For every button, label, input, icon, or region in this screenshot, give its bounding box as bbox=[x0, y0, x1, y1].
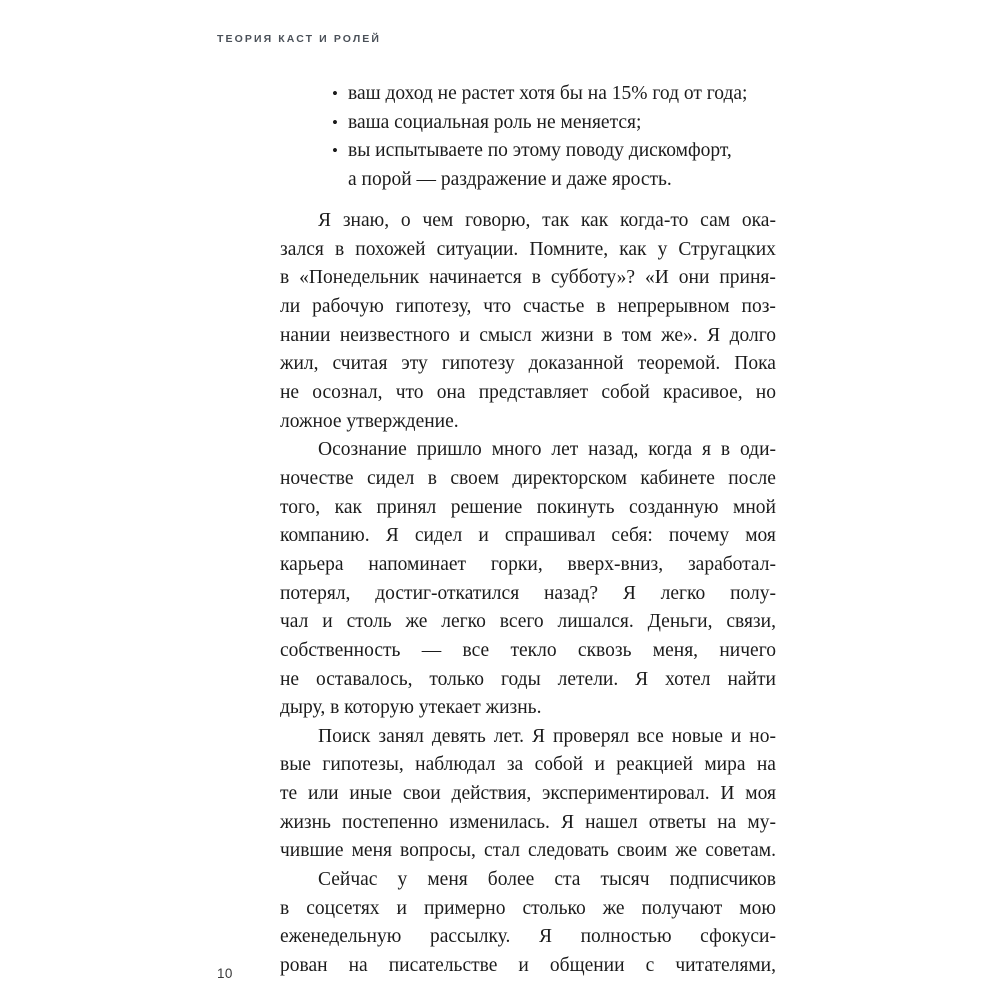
text-line bbox=[280, 780, 776, 809]
word: столько bbox=[522, 897, 586, 919]
word: годы bbox=[500, 668, 541, 690]
word: сквозь bbox=[577, 639, 632, 661]
word: ничего bbox=[719, 639, 776, 661]
word: нашел bbox=[585, 811, 638, 833]
word: себя: bbox=[611, 525, 653, 547]
word: сидел bbox=[366, 467, 415, 489]
bullet-line: ваша социальная роль не меняется; bbox=[348, 111, 642, 133]
word: стал bbox=[483, 840, 520, 862]
word: гипотезу, bbox=[395, 295, 472, 317]
word: представляет bbox=[478, 381, 589, 403]
word: писательстве bbox=[388, 955, 498, 977]
word: лишался. bbox=[557, 611, 634, 633]
word: Деньги, bbox=[647, 611, 713, 633]
word: в bbox=[427, 467, 437, 489]
bullet-list bbox=[331, 80, 791, 194]
text-line bbox=[280, 809, 776, 838]
paragraph bbox=[280, 866, 776, 981]
word: спрашивал bbox=[504, 525, 596, 547]
word: только bbox=[429, 668, 485, 690]
word: почему bbox=[668, 525, 730, 547]
bullet-item bbox=[331, 109, 791, 138]
word: мной bbox=[732, 496, 776, 518]
word: чал bbox=[280, 611, 309, 633]
word: же bbox=[675, 840, 698, 862]
word: му- bbox=[747, 811, 776, 833]
word: Я bbox=[318, 210, 332, 231]
word: следовать bbox=[527, 840, 609, 862]
word: вые bbox=[280, 754, 311, 776]
text-line bbox=[280, 637, 776, 666]
paragraph bbox=[280, 723, 776, 866]
word: лет. bbox=[493, 725, 525, 747]
bullet-line: вы испытываете по этому поводу дискомфорт, bbox=[348, 140, 732, 162]
word: оставалось, bbox=[316, 668, 413, 690]
word: карьера bbox=[280, 553, 344, 575]
word: начинается bbox=[429, 267, 522, 289]
word: красивое, bbox=[663, 381, 743, 403]
word: счастье bbox=[523, 295, 585, 317]
word: как bbox=[334, 496, 362, 518]
text-line bbox=[280, 723, 776, 752]
word: вверх-вниз, bbox=[567, 553, 664, 575]
word: с bbox=[645, 955, 655, 977]
word: получают bbox=[641, 897, 723, 919]
word: в bbox=[280, 267, 290, 289]
word: Я bbox=[561, 811, 575, 833]
body-text-block bbox=[280, 207, 776, 981]
word: меня bbox=[351, 840, 392, 862]
word: экспериментировал. bbox=[542, 783, 710, 805]
word: моя bbox=[745, 783, 776, 805]
text-line bbox=[280, 952, 776, 981]
word: хотел bbox=[665, 668, 711, 690]
word: же bbox=[405, 611, 428, 633]
word: собой bbox=[534, 754, 584, 776]
word: много bbox=[491, 439, 542, 461]
word: пришло bbox=[416, 439, 482, 461]
word: И bbox=[720, 783, 735, 805]
word: Сейчас bbox=[318, 869, 378, 891]
word: поз- bbox=[741, 295, 776, 317]
text-line bbox=[280, 494, 776, 523]
word: читателями, bbox=[675, 955, 776, 977]
word: они bbox=[678, 267, 710, 289]
word: Поиск bbox=[318, 725, 371, 747]
word: гипотезы, bbox=[322, 754, 404, 776]
word: — bbox=[421, 639, 442, 661]
word: в bbox=[596, 295, 606, 317]
word: покинуть bbox=[536, 496, 615, 518]
page-number: 10 bbox=[217, 966, 233, 981]
word: моя bbox=[745, 525, 776, 547]
bullet-dot-icon: • bbox=[332, 141, 338, 161]
word: так bbox=[542, 210, 570, 231]
bullet-line: ваш доход не растет хотя бы на 15% год от года; bbox=[348, 83, 748, 104]
text-line bbox=[280, 895, 776, 924]
text-line bbox=[280, 436, 776, 465]
word: когда bbox=[648, 439, 693, 461]
word: напоминает bbox=[368, 553, 467, 575]
word: но bbox=[755, 381, 776, 403]
word: действия, bbox=[451, 783, 532, 805]
word: субботу»? bbox=[550, 267, 636, 289]
word: мою bbox=[739, 897, 776, 919]
word: сфокуси- bbox=[700, 926, 776, 948]
word: соцсетях bbox=[306, 897, 380, 919]
word: жизни bbox=[541, 324, 594, 346]
text-line bbox=[280, 608, 776, 637]
word: новые bbox=[671, 725, 723, 747]
text-line bbox=[280, 522, 776, 551]
word: столь bbox=[346, 611, 392, 633]
text-line bbox=[280, 866, 776, 895]
word: вопросы, bbox=[400, 840, 476, 862]
word: что bbox=[395, 381, 424, 403]
word: связи, bbox=[726, 611, 776, 633]
word: летели. bbox=[557, 668, 619, 690]
word: компанию. bbox=[280, 525, 370, 547]
word: у bbox=[397, 869, 408, 891]
word: сидел bbox=[414, 525, 463, 547]
word: ли bbox=[280, 295, 301, 317]
word: директорском bbox=[512, 467, 628, 489]
word: назад, bbox=[588, 439, 639, 461]
word: на bbox=[756, 754, 776, 776]
word: тысяч bbox=[600, 869, 650, 891]
word: ситуации. bbox=[436, 238, 519, 260]
word: после bbox=[728, 467, 776, 489]
word: оди- bbox=[739, 439, 776, 461]
word: Я bbox=[532, 725, 546, 747]
word: у bbox=[657, 238, 668, 260]
word: собой bbox=[601, 381, 650, 403]
word: рабочую bbox=[312, 295, 384, 317]
word: изменилась. bbox=[449, 811, 550, 833]
text-line bbox=[280, 322, 776, 351]
text-line bbox=[280, 666, 776, 695]
word: жизнь bbox=[280, 811, 331, 833]
word: рассылку. bbox=[429, 926, 511, 948]
word: и bbox=[459, 324, 470, 346]
word: ответы bbox=[648, 811, 707, 833]
word: свои bbox=[402, 783, 441, 805]
word: лет bbox=[551, 439, 579, 461]
word: реакцией bbox=[616, 754, 693, 776]
word: созданную bbox=[628, 496, 719, 518]
word: же». bbox=[661, 324, 698, 346]
word: и bbox=[594, 754, 605, 776]
word: назад? bbox=[543, 582, 599, 604]
word: на bbox=[717, 811, 737, 833]
word: в bbox=[334, 238, 345, 260]
bullet-item bbox=[331, 137, 791, 194]
word: те bbox=[280, 783, 298, 805]
word: приня- bbox=[719, 267, 776, 289]
word: сам bbox=[700, 210, 731, 231]
word: более bbox=[487, 869, 535, 891]
word: не bbox=[280, 381, 300, 403]
word: или bbox=[307, 783, 339, 805]
word: доказанной bbox=[528, 353, 624, 375]
word: и bbox=[518, 955, 529, 977]
word: меня bbox=[427, 869, 468, 891]
running-head: ТЕОРИЯ КАСТ И РОЛЕЙ bbox=[217, 33, 382, 45]
text-line bbox=[280, 350, 776, 379]
word: «Понедельник bbox=[299, 267, 420, 289]
word: и bbox=[396, 897, 407, 919]
word: потерял, bbox=[280, 582, 351, 604]
word: занял bbox=[378, 725, 424, 747]
word: зался bbox=[280, 238, 324, 260]
word: все bbox=[462, 639, 490, 661]
word: чившие bbox=[280, 840, 344, 862]
word: и bbox=[478, 525, 489, 547]
word: говорю, bbox=[465, 210, 531, 231]
text-line bbox=[280, 379, 776, 408]
text-line bbox=[280, 465, 776, 494]
word: эту bbox=[401, 353, 428, 375]
word: как bbox=[580, 210, 609, 231]
word: похожей bbox=[355, 238, 426, 260]
text-line bbox=[280, 580, 776, 609]
word: найти bbox=[727, 668, 776, 690]
word: мира bbox=[704, 754, 746, 776]
word: легко bbox=[660, 582, 706, 604]
bullet-item bbox=[331, 80, 791, 109]
word: собственность bbox=[280, 639, 401, 661]
word: смысл bbox=[479, 324, 532, 346]
word: иные bbox=[349, 783, 393, 805]
bullet-line: а порой — раздражение и даже ярость. bbox=[348, 168, 672, 190]
text-line bbox=[280, 264, 776, 293]
word: легко bbox=[441, 611, 486, 633]
word: том bbox=[621, 324, 652, 346]
text-line bbox=[280, 923, 776, 952]
word: нании bbox=[280, 324, 331, 346]
word: осознал, bbox=[312, 381, 383, 403]
word: Я bbox=[385, 525, 399, 547]
word: Пока bbox=[734, 353, 776, 375]
text-line bbox=[280, 551, 776, 580]
word: она bbox=[436, 381, 466, 403]
word: Осознание bbox=[318, 439, 407, 461]
text-line bbox=[280, 207, 776, 236]
word: Стругацких bbox=[678, 238, 776, 260]
word: Я bbox=[622, 582, 636, 604]
word: когда-то bbox=[620, 210, 689, 231]
word: примерно bbox=[423, 897, 506, 919]
word: решение bbox=[450, 496, 523, 518]
word: теоремой. bbox=[637, 353, 721, 375]
text-line bbox=[280, 293, 776, 322]
word: рован bbox=[280, 955, 328, 977]
word: своим bbox=[616, 840, 668, 862]
word: полу- bbox=[730, 582, 776, 604]
word: Помните, bbox=[529, 238, 609, 260]
text-line bbox=[280, 751, 776, 780]
word: Я bbox=[707, 324, 721, 346]
word: ночестве bbox=[280, 467, 354, 489]
word: Я bbox=[635, 668, 649, 690]
word: меня, bbox=[652, 639, 699, 661]
word: постепенно bbox=[342, 811, 439, 833]
word: общении bbox=[549, 955, 625, 977]
word: в bbox=[531, 267, 541, 289]
word: я bbox=[702, 439, 711, 461]
word: гипотезу bbox=[441, 353, 515, 375]
word: горки, bbox=[490, 553, 543, 575]
text-line bbox=[280, 236, 776, 265]
word: того, bbox=[280, 496, 321, 518]
word: еженедельную bbox=[280, 926, 402, 948]
word: жил, bbox=[280, 353, 319, 375]
word: же bbox=[602, 897, 625, 919]
word: и bbox=[322, 611, 333, 633]
text-line: дыру, в которую утекает жизнь. bbox=[280, 697, 542, 719]
word: в bbox=[603, 324, 613, 346]
word: все bbox=[637, 725, 664, 747]
word: девять bbox=[431, 725, 486, 747]
word: в bbox=[280, 897, 290, 919]
word: в bbox=[720, 439, 731, 461]
word: чем bbox=[422, 210, 454, 231]
word: принял bbox=[376, 496, 437, 518]
word: полностью bbox=[580, 926, 672, 948]
word: достиг-откатился bbox=[375, 582, 520, 604]
word: что bbox=[483, 295, 512, 317]
word: за bbox=[506, 754, 524, 776]
word: кабинете bbox=[640, 467, 715, 489]
word: своем bbox=[450, 467, 500, 489]
word: долго bbox=[729, 324, 776, 346]
word: подписчиков bbox=[669, 869, 776, 891]
bullet-dot-icon: • bbox=[332, 84, 338, 103]
word: ока- bbox=[741, 210, 776, 231]
word: советам. bbox=[705, 840, 776, 862]
word: «И bbox=[645, 267, 669, 289]
word: ста bbox=[554, 869, 581, 891]
word: проверял bbox=[553, 725, 630, 747]
word: считая bbox=[332, 353, 388, 375]
word: наблюдал bbox=[415, 754, 496, 776]
text-line: ложное утверждение. bbox=[280, 410, 459, 432]
word: о bbox=[400, 210, 411, 231]
word: и bbox=[730, 725, 742, 747]
word: не bbox=[280, 668, 300, 690]
word: всего bbox=[499, 611, 544, 633]
text-line bbox=[280, 837, 776, 866]
bullet-dot-icon: • bbox=[332, 112, 338, 132]
word: неизвестного bbox=[339, 324, 450, 346]
word: на bbox=[348, 955, 368, 977]
paragraph bbox=[280, 436, 776, 723]
word: как bbox=[619, 238, 647, 260]
word: текло bbox=[510, 639, 557, 661]
word: заработал- bbox=[687, 553, 776, 575]
word: Я bbox=[538, 926, 552, 948]
word: знаю, bbox=[342, 210, 390, 231]
word: но- bbox=[749, 725, 776, 747]
word: непрерывном bbox=[617, 295, 730, 317]
paragraph bbox=[280, 207, 776, 436]
